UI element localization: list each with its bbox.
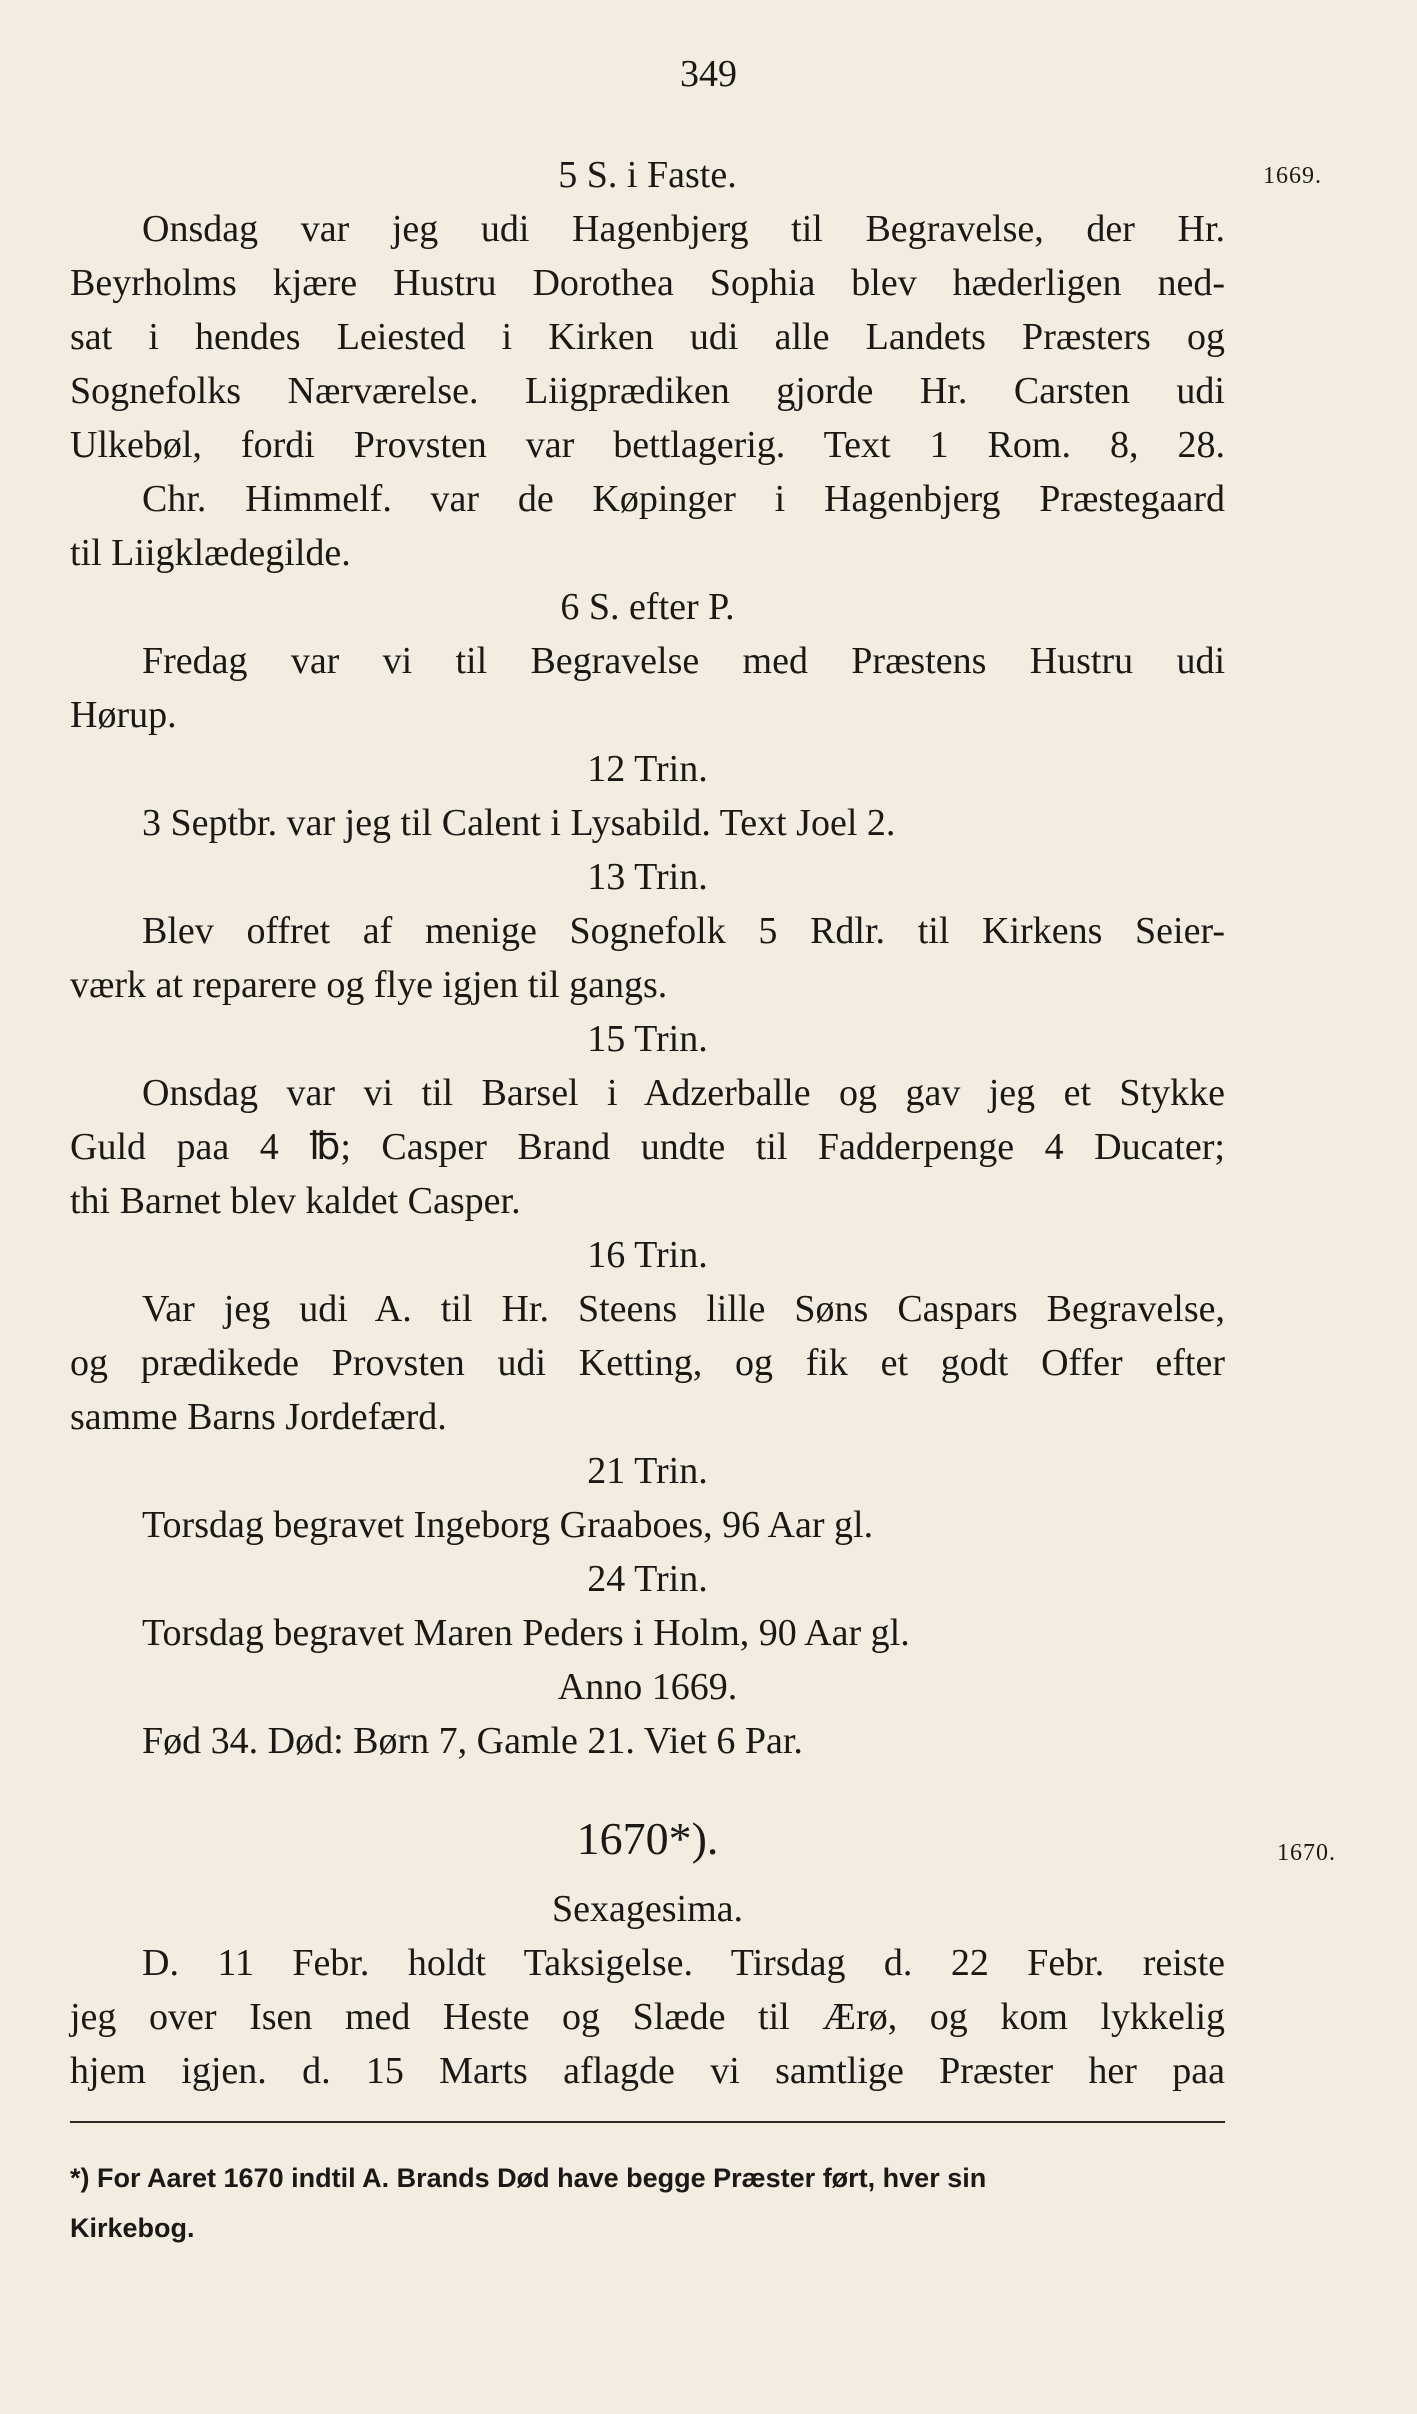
text-line: 3 Septbr. var jeg til Calent i Lysabild. Text Joel 2.: [142, 802, 896, 844]
text-line: Ulkebøl, fordi Provsten var bettlagerig. Text 1 Rom. 8, 28.: [70, 424, 1225, 466]
heading-sexagesima: Sexagesima.: [551, 1888, 743, 1930]
text-line: Guld paa 4 ℔; Casper Brand undte til Fadderpenge 4 Ducater;: [70, 1126, 1225, 1168]
text-line: værk at reparere og flye igjen til gangs.: [70, 964, 668, 1006]
text-line: D. 11 Febr. holdt Taksigelse. Tirsdag d. 22 Febr. reiste: [142, 1942, 1225, 1984]
text-line: Blev offret af menige Sognefolk 5 Rdlr. til Kirkens Seier-: [142, 910, 1225, 952]
heading-12-trin: 12 Trin.: [587, 748, 708, 790]
text-line: jeg over Isen med Heste og Slæde til Ærø, og kom lykkelig: [70, 1996, 1225, 2038]
margin-year-1670: 1670.: [1277, 1840, 1336, 1866]
heading-15-trin: 15 Trin.: [587, 1018, 708, 1060]
page-number: 349: [680, 53, 737, 95]
text-line: Chr. Himmelf. var de Køpinger i Hagenbjerg Præstegaard: [142, 478, 1225, 520]
text-line: sat i hendes Leiested i Kirken udi alle Landets Præsters og: [70, 316, 1225, 358]
heading-21-trin: 21 Trin.: [587, 1450, 708, 1492]
heading-16-trin: 16 Trin.: [587, 1234, 708, 1276]
text-line: samme Barns Jordefærd.: [70, 1396, 447, 1438]
heading-anno-1669: Anno 1669.: [557, 1666, 738, 1708]
footnote-line-1: *) For Aaret 1670 indtil A. Brands Død have begge Præster ført, hver sin: [70, 2163, 987, 2193]
text-line: Var jeg udi A. til Hr. Steens lille Søns Caspars Begravelse,: [142, 1288, 1225, 1330]
heading-24-trin: 24 Trin.: [587, 1558, 708, 1600]
heading-6-s-efter-p: 6 S. efter P.: [560, 586, 735, 628]
footnote-divider: [70, 2121, 1225, 2123]
text-line: Sognefolks Nærværelse. Liigprædiken gjorde Hr. Carsten udi: [70, 370, 1225, 412]
footnote-line-2: Kirkebog.: [70, 2213, 195, 2243]
text-line: til Liigklædegilde.: [70, 532, 351, 574]
heading-5-s-i-faste: 5 S. i Faste.: [558, 154, 737, 196]
text-line: og prædikede Provsten udi Ketting, og fik et godt Offer efter: [70, 1342, 1225, 1384]
text-line: Torsdag begravet Maren Peders i Holm, 90 Aar gl.: [142, 1612, 910, 1654]
text-line: Hørup.: [70, 694, 177, 736]
text-line: Fød 34. Død: Børn 7, Gamle 21. Viet 6 Par.: [142, 1720, 803, 1762]
text-line: Torsdag begravet Ingeborg Graaboes, 96 Aar gl.: [142, 1504, 874, 1546]
text-line: Beyrholms kjære Hustru Dorothea Sophia blev hæderligen ned-: [70, 262, 1225, 304]
text-line: Onsdag var jeg udi Hagenbjerg til Begravelse, der Hr.: [142, 208, 1225, 250]
heading-13-trin: 13 Trin.: [587, 856, 708, 898]
year-heading-1670: 1670*).: [576, 1813, 719, 1864]
text-line: thi Barnet blev kaldet Casper.: [70, 1180, 521, 1222]
text-line: hjem igjen. d. 15 Marts aflagde vi samtlige Præster her paa: [70, 2050, 1225, 2092]
text-line: Onsdag var vi til Barsel i Adzerballe og gav jeg et Stykke: [142, 1072, 1225, 1114]
margin-year-1669: 1669.: [1263, 163, 1322, 189]
text-line: Fredag var vi til Begravelse med Præstens Hustru udi: [142, 640, 1225, 682]
